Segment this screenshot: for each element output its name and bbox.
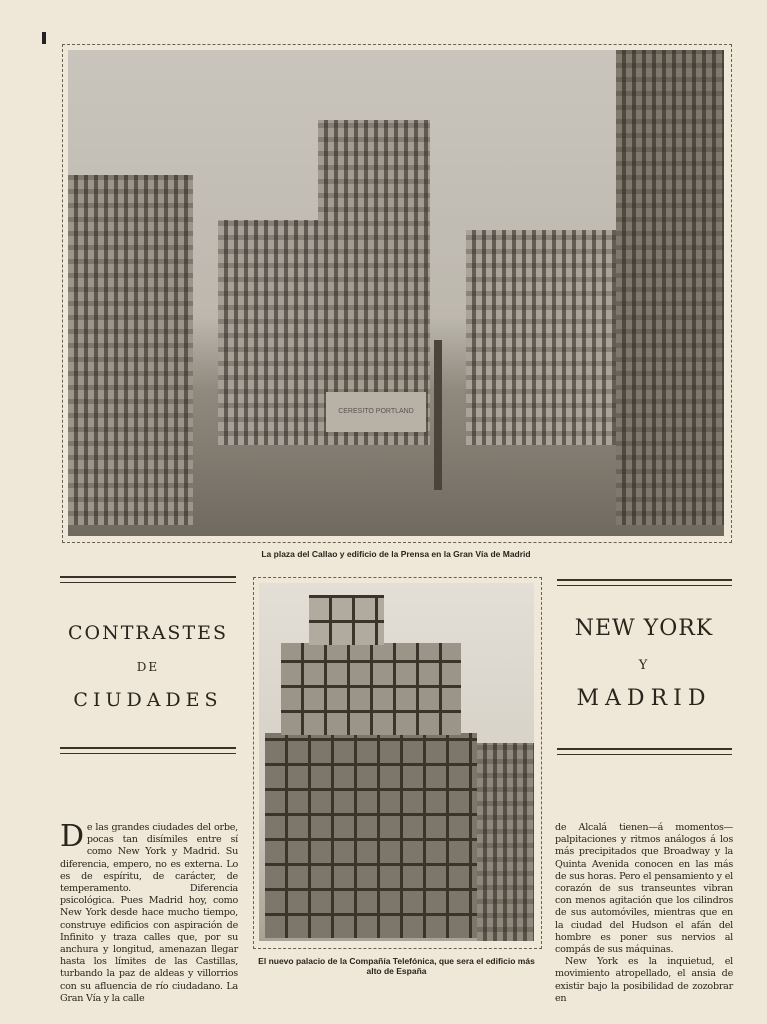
article-column-2 — [555, 822, 733, 1005]
billboard: CERESITO PORTLAND — [326, 392, 426, 432]
lamp-column — [434, 340, 442, 490]
divider — [557, 754, 732, 755]
left-heading-line1: CONTRASTES — [67, 622, 228, 644]
divider — [557, 579, 732, 581]
center-photo-telefonica — [259, 583, 534, 941]
left-heading-line2: DE — [136, 660, 160, 674]
page-mark — [42, 32, 46, 44]
building-left — [68, 175, 193, 525]
left-heading-line3: CIUDADES — [73, 689, 223, 711]
top-photo-caption: La plaza del Callao y edificio de la Prensa en la Gran Vía de Madrid — [261, 549, 531, 559]
divider — [60, 576, 236, 578]
right-heading-line2: Y — [638, 658, 650, 673]
center-photo-caption: El nuevo palacio de la Compañía Telefónica, que sera el edificio más alto de España — [258, 956, 535, 976]
article-column-1 — [60, 819, 238, 1005]
article-col2-paragraph-2: New York es la inquietud, el movimiento atropellado, el ansia de existir bajo la posibilidad de zozobrar en — [555, 956, 733, 1004]
divider — [60, 582, 236, 583]
article-col1-text: e las grandes ciudades del orbe, pocas tan disímiles entre sí como New York y Madrid. Su diferencia, empero, no es externa. Lo es de espíritu, de carácter, de temperamento. Diferencia psicológica. Pues Madrid hoy, como New York desde hace mucho tiempo, construye edificios con aspiración de Infinito y traza calles que, por su anchura y longitud, amenazan llegar hasta los límites de las Castillas, turbando la paz de aldeas y villorrios con su afluencia de río ciudadano. La Gran Vía y la calle — [60, 822, 238, 1004]
building-prensa-wing — [218, 220, 318, 445]
divider — [60, 747, 236, 749]
divider — [557, 748, 732, 750]
divider — [60, 753, 236, 754]
building-center-right — [466, 230, 624, 445]
article-col2-paragraph-1: de Alcalá tienen—á momentos—palpitaciones y ritmos análogos á los más precipitados que Broadway y la Quinta Avenida conocen en las más de sus horas. Pero el pensamiento y el corazón de sus transeuntes vibran con menos agitación que los cilindros de sus automóviles, mientras que en la ciudad del Hudson el afán del hombre es poner sus nervios al compás de sus máquinas. — [555, 822, 733, 956]
right-heading-line3: MADRID — [576, 686, 712, 711]
building-right — [616, 50, 724, 525]
steel-frame-upper — [281, 643, 461, 735]
right-heading-line1: NEW YORK — [574, 616, 714, 641]
steel-frame-lower — [265, 733, 477, 938]
drop-cap: D — [60, 819, 84, 854]
top-photo-plaza-callao — [68, 50, 724, 536]
building-adjacent — [477, 743, 534, 941]
divider — [557, 585, 732, 586]
steel-frame-top — [309, 595, 384, 645]
